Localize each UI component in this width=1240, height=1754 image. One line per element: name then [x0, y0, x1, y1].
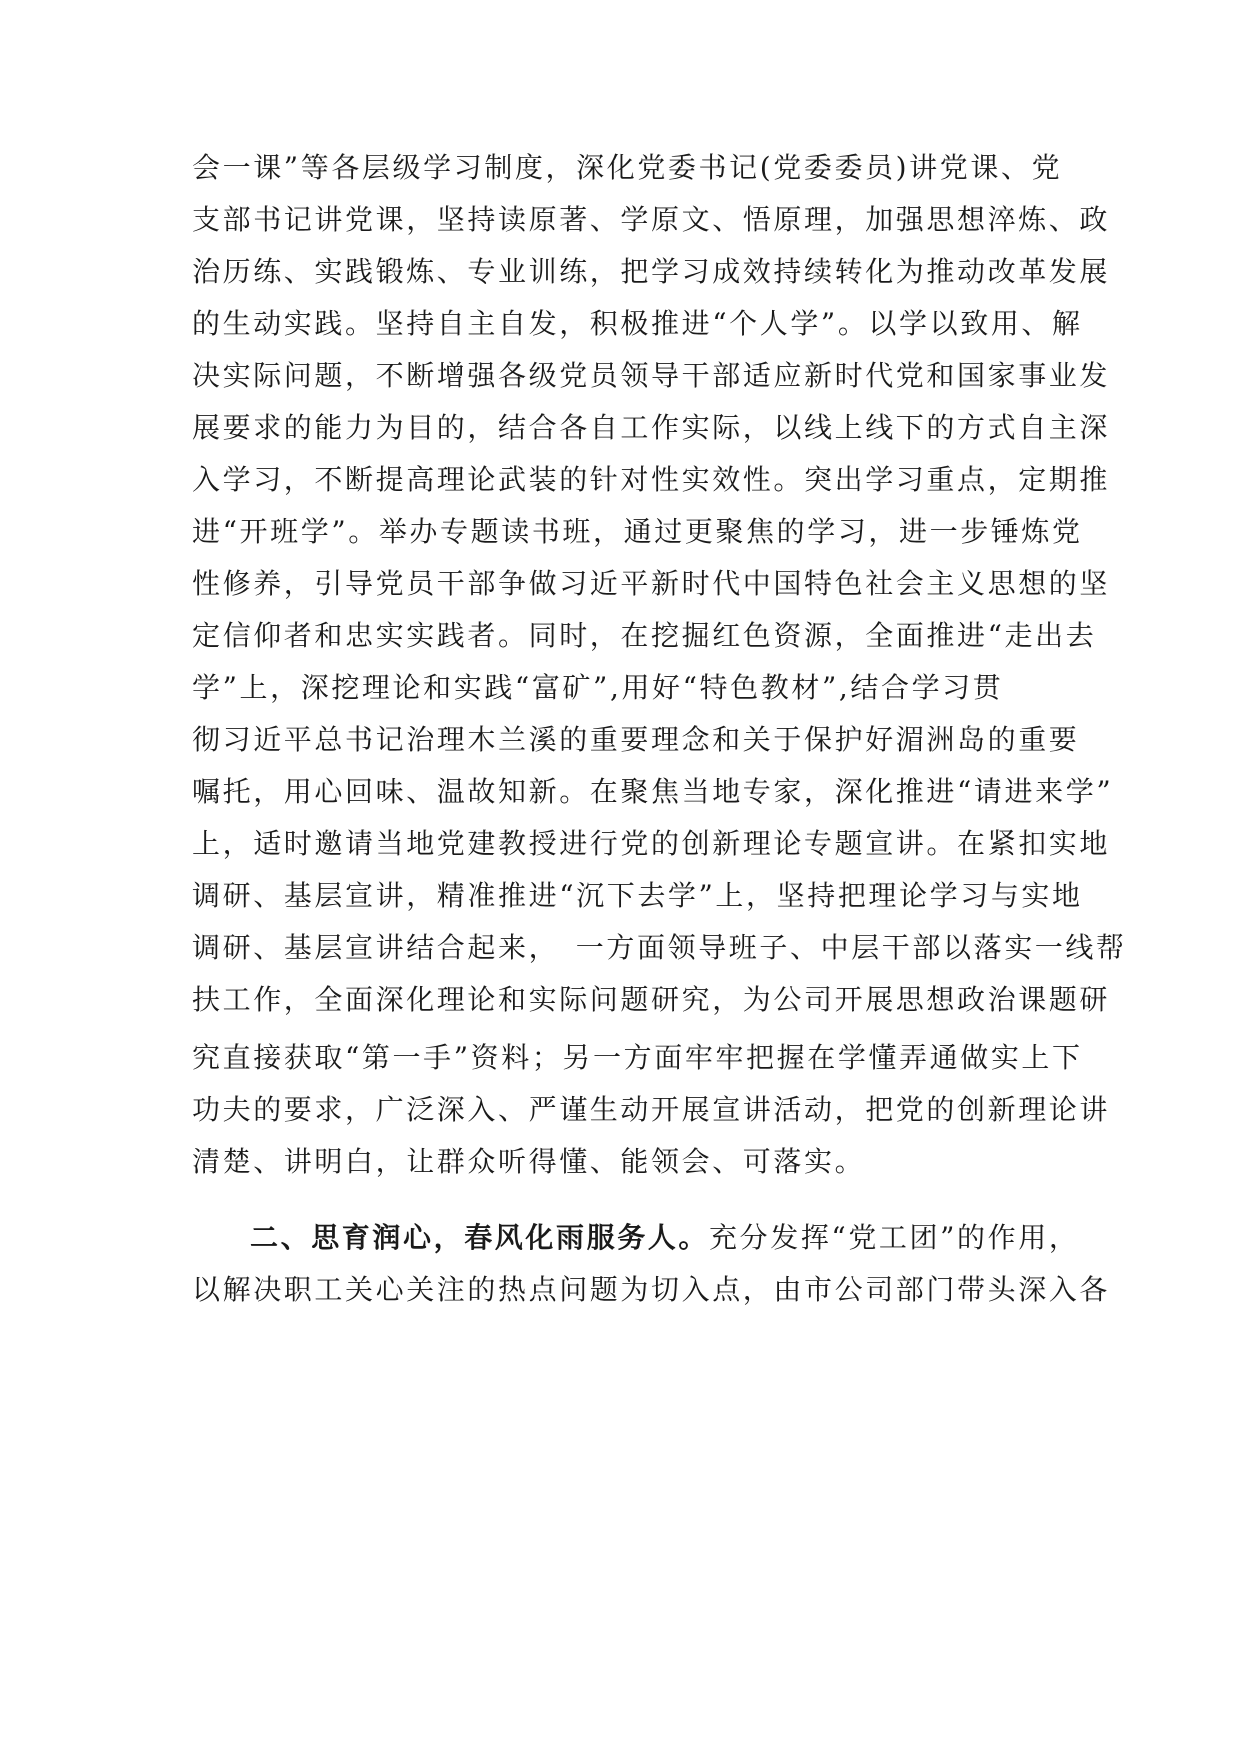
paragraph-line: 以解决职工关心关注的热点问题为切入点，由市公司部门带头深入各 — [192, 1273, 1111, 1306]
paragraph-line: 清楚、讲明白，让群众听得懂、能领会、可落实。 — [192, 1145, 866, 1178]
paragraph-line: 调研、基层宣讲，精准推进“沉下去学”上，坚持把理论学习与实地 — [192, 879, 1083, 912]
section-heading-line — [250, 1218, 1080, 1258]
paragraph-line: 扶工作，全面深化理论和实际问题研究，为公司开展思想政治课题研 — [192, 983, 1111, 1016]
paragraph-line: 究直接获取“第一手”资料；另一方面牢牢把握在学懂弄通做实上下 — [192, 1041, 1083, 1074]
paragraph-line: 上，适时邀请当地党建教授进行党的创新理论专题宣讲。在紧扣实地 — [192, 827, 1111, 860]
paragraph-line: 进“开班学”。举办专题读书班，通过更聚焦的学习，进一步锤炼党 — [192, 515, 1083, 548]
section-heading-text: 充分发挥“党工团”的作用， — [709, 1221, 1080, 1254]
paragraph-line: 功夫的要求，广泛深入、严谨生动开展宣讲活动，把党的创新理论讲 — [192, 1093, 1111, 1126]
paragraph-line: 定信仰者和忠实实践者。同时，在挖掘红色资源，全面推进“走出去 — [192, 619, 1097, 652]
paragraph-line: 性修养，引导党员干部争做习近平新时代中国特色社会主义思想的坚 — [192, 567, 1111, 600]
paragraph-line: 展要求的能力为目的，结合各自工作实际，以线上线下的方式自主深 — [192, 411, 1111, 444]
paragraph-line: 支部书记讲党课，坚持读原著、学原文、悟原理，加强思想淬炼、政 — [192, 203, 1111, 236]
paragraph-line: 决实际问题，不断增强各级党员领导干部适应新时代党和国家事业发 — [192, 359, 1111, 392]
paragraph-line: 嘱托，用心回味、温故知新。在聚焦当地专家，深化推进“请进来学” — [192, 775, 1114, 808]
paragraph-line: 调研、基层宣讲结合起来， 一方面领导班子、中层干部以落实一线帮 — [192, 931, 1127, 964]
paragraph-line: 彻习近平总书记治理木兰溪的重要理念和关于保护好湄洲岛的重要 — [192, 723, 1080, 756]
paragraph-line: 会一课”等各层级学习制度，深化党委书记(党委委员)讲党课、党 — [192, 151, 1063, 184]
paragraph-line: 学”上，深挖理论和实践“富矿”,用好“特色教材”,结合学习贯 — [192, 671, 1004, 704]
paragraph-line: 治历练、实践锻炼、专业训练，把学习成效持续转化为推动改革发展 — [192, 255, 1111, 288]
paragraph-line: 入学习，不断提高理论武装的针对性实效性。突出学习重点，定期推 — [192, 463, 1111, 496]
section-heading: 二、思育润心，春风化雨服务人。 — [250, 1221, 710, 1254]
paragraph-line: 的生动实践。坚持自主自发，积极推进“个人学”。以学以致用、解 — [192, 307, 1083, 340]
